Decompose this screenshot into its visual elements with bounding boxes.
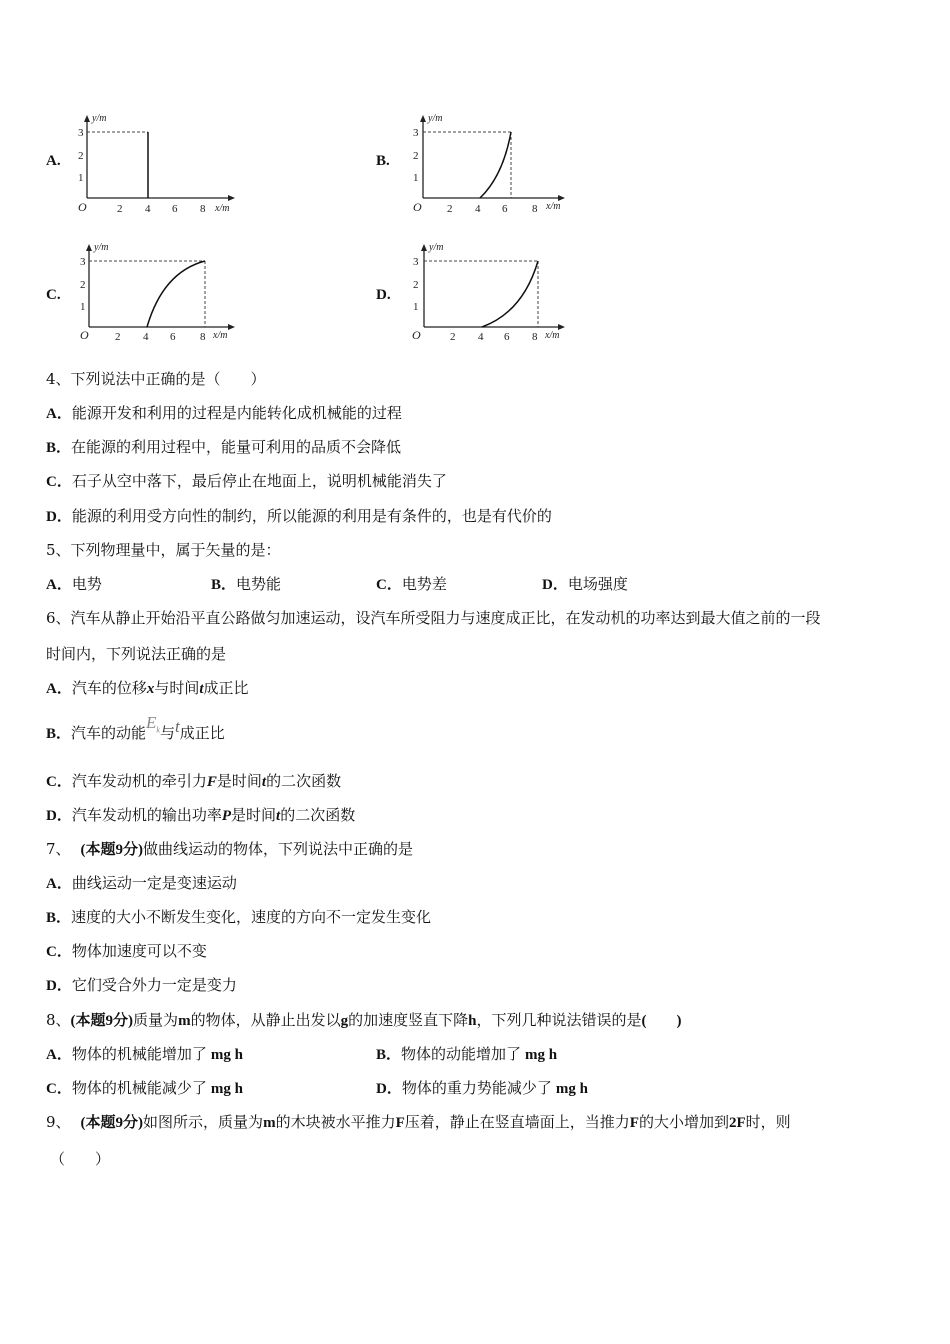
x-axis-label: x/m <box>215 203 230 214</box>
q5-option-c <box>376 575 447 594</box>
q8-option-b <box>376 1045 557 1064</box>
x-tick: 2 <box>117 203 123 215</box>
q6-b-label: B． <box>46 726 72 742</box>
x-tick: 4 <box>478 331 484 343</box>
q6-b-pre: 汽车的动能 <box>71 724 147 742</box>
q5-option-d <box>542 575 628 594</box>
q8-var-h: h <box>468 1013 477 1029</box>
q7-option-c <box>46 942 207 961</box>
x-tick: 2 <box>450 331 456 343</box>
x-tick: 8 <box>200 331 206 343</box>
y-tick: 2 <box>80 279 86 291</box>
q4-c-text: 石子从空中落下，最后停止在地面上，说明机械能消失了 <box>71 472 447 490</box>
q8-b-val: mg h <box>525 1047 558 1063</box>
y-tick: 1 <box>78 172 84 184</box>
q5-option-b <box>211 575 281 594</box>
q6-option-d <box>46 806 355 825</box>
q6-c-mid: 是时间 <box>216 772 262 790</box>
y-tick: 1 <box>413 301 419 313</box>
q8-c-label: C． <box>46 1081 72 1097</box>
q8-s3: 的加速度竖直下降 <box>348 1011 469 1029</box>
q6-c-post: 的二次函数 <box>266 772 342 790</box>
q7-stem-text: 做曲线运动的物体，下列说法中正确的是 <box>143 840 414 858</box>
q5-d-text: 电场强度 <box>567 575 628 593</box>
q7-a-text: 曲线运动一定是变速运动 <box>71 874 237 892</box>
y-tick: 1 <box>413 172 419 184</box>
q6-c-pre: 汽车发动机的牵引力 <box>71 772 207 790</box>
q7-option-b <box>46 908 431 927</box>
q5-c-label: C． <box>376 577 402 593</box>
q4-a-text: 能源开发和利用的过程是内能转化成机械能的过程 <box>71 404 402 422</box>
origin-label: O <box>80 328 89 342</box>
q9-var-f: F <box>395 1115 405 1131</box>
q6-c-label: C． <box>46 774 72 790</box>
q7-option-a <box>46 874 237 893</box>
graph-a <box>75 108 245 218</box>
option-a-label: A. <box>46 153 61 169</box>
q8-option-a <box>46 1045 243 1064</box>
x-tick: 4 <box>143 331 149 343</box>
q7-score: (本题9分) <box>80 842 144 858</box>
q8-b-label: B． <box>376 1047 402 1063</box>
x-tick: 8 <box>200 203 206 215</box>
q8-option-c <box>46 1079 243 1098</box>
q6-a-var-t: t <box>199 681 204 697</box>
option-d-label: D. <box>376 287 391 303</box>
q9-var-f2: F <box>629 1115 639 1131</box>
q9-s1: 如图所示，质量为 <box>143 1113 264 1131</box>
q7-a-label: A． <box>46 876 72 892</box>
q8-s1: 质量为 <box>133 1011 179 1029</box>
q8-c-text: 物体的机械能减少了 <box>71 1079 207 1097</box>
q7-b-label: B． <box>46 910 72 926</box>
q6-option-b <box>46 713 225 749</box>
q5-a-label: A． <box>46 577 72 593</box>
q6-option-c <box>46 772 341 791</box>
q8-number: 8、 <box>46 1011 71 1029</box>
q9-s3: 压着，静止在竖直墙面上，当推力 <box>404 1113 630 1131</box>
y-tick: 1 <box>80 301 86 313</box>
q6-c-var-f: F <box>206 774 217 790</box>
q6-d-var-t: t <box>276 808 281 824</box>
q6-b-mid: 与 <box>159 724 175 742</box>
q6-b-e: E <box>146 713 157 732</box>
graph-b <box>405 108 575 218</box>
q6-option-a <box>46 679 249 698</box>
q4-option-d <box>46 507 552 526</box>
y-axis-label: y/m <box>92 113 107 124</box>
q7-b-text: 速度的大小不断发生变化，速度的方向不一定发生变化 <box>71 908 432 926</box>
q5-b-label: B． <box>211 577 237 593</box>
q6-b-var-t: t <box>175 717 180 736</box>
q7-c-text: 物体加速度可以不变 <box>71 942 207 960</box>
q6-d-pre: 汽车发动机的输出功率 <box>71 806 222 824</box>
x-tick: 2 <box>447 203 453 215</box>
q9-var-m: m <box>263 1115 276 1131</box>
q6-a-post: 成正比 <box>203 679 249 697</box>
x-tick: 2 <box>115 331 121 343</box>
q9-stem <box>46 1113 791 1132</box>
x-tick: 6 <box>170 331 176 343</box>
q8-var-g: g <box>340 1013 349 1029</box>
origin-label: O <box>412 328 421 342</box>
q5-option-a <box>46 575 102 594</box>
q7-c-label: C． <box>46 944 72 960</box>
x-tick: 6 <box>504 331 510 343</box>
q6-d-mid: 是时间 <box>231 806 277 824</box>
q8-d-label: D． <box>376 1081 402 1097</box>
q9-var-2f: 2F <box>728 1115 746 1131</box>
q8-s2: 的物体，从静止出发以 <box>190 1011 341 1029</box>
graph-b-curve <box>480 132 511 198</box>
q8-b-text: 物体的动能增加了 <box>401 1045 522 1063</box>
q7-number: 7、 <box>46 840 71 858</box>
q6-a-pre: 汽车的位移 <box>71 679 147 697</box>
origin-label: O <box>413 200 422 214</box>
y-tick: 2 <box>413 279 419 291</box>
q6-stem-line2: 时间内，下列说法正确的是 <box>46 645 227 663</box>
q8-answer-paren: ( ) <box>641 1013 682 1029</box>
q6-d-var-p: P <box>221 808 232 824</box>
graph-d-curve <box>482 261 538 327</box>
y-axis-label: y/m <box>94 242 109 253</box>
q7-d-text: 它们受合外力一定是变力 <box>71 976 237 994</box>
q5-stem: 5、下列物理量中，属于矢量的是： <box>46 541 281 559</box>
q6-b-ek-symbol <box>146 713 160 735</box>
q9-answer-paren: （ ） <box>50 1150 111 1168</box>
x-tick: 6 <box>502 203 508 215</box>
q7-stem <box>46 840 413 859</box>
q4-b-label: B． <box>46 440 72 456</box>
q9-s5: 时，则 <box>745 1113 791 1131</box>
q6-c-var-t: t <box>261 774 267 790</box>
x-tick: 4 <box>145 203 151 215</box>
y-axis-label: y/m <box>428 113 443 124</box>
y-tick: 3 <box>80 256 86 268</box>
q8-d-text: 物体的重力势能减少了 <box>401 1079 552 1097</box>
q6-a-label: A． <box>46 681 72 697</box>
q4-option-a <box>46 404 402 423</box>
q8-var-m: m <box>178 1013 191 1029</box>
q8-d-val: mg h <box>555 1081 588 1097</box>
q4-option-b <box>46 438 401 457</box>
option-c-label: C. <box>46 287 61 303</box>
q8-a-label: A． <box>46 1047 72 1063</box>
q8-stem <box>46 1011 681 1030</box>
q5-b-text: 电势能 <box>236 575 282 593</box>
q6-b-k: k <box>156 725 160 735</box>
q6-d-label: D． <box>46 808 72 824</box>
x-tick: 8 <box>532 331 538 343</box>
q4-d-label: D． <box>46 509 72 525</box>
q6-a-mid: 与时间 <box>154 679 200 697</box>
q5-a-text: 电势 <box>71 575 102 593</box>
q5-c-text: 电势差 <box>401 575 447 593</box>
q8-a-val: mg h <box>210 1047 243 1063</box>
y-axis-label: y/m <box>429 242 444 253</box>
x-tick: 4 <box>475 203 481 215</box>
q8-c-val: mg h <box>210 1081 243 1097</box>
y-tick: 3 <box>413 127 419 139</box>
x-tick: 6 <box>172 203 178 215</box>
q4-stem: 4、下列说法中正确的是（ ） <box>46 370 266 388</box>
q6-a-var-x: x <box>146 681 155 697</box>
q9-score: (本题9分) <box>80 1115 144 1131</box>
y-tick: 2 <box>413 150 419 162</box>
q4-b-text: 在能源的利用过程中，能量可利用的品质不会降低 <box>71 438 402 456</box>
q6-b-post: 成正比 <box>179 724 225 742</box>
q9-s2: 的木块被水平推力 <box>275 1113 396 1131</box>
q8-score: (本题9分) <box>70 1013 134 1029</box>
q8-option-d <box>376 1079 588 1098</box>
q4-a-label: A． <box>46 406 72 422</box>
q8-a-text: 物体的机械能增加了 <box>71 1045 207 1063</box>
x-axis-label: x/m <box>545 330 560 341</box>
x-tick: 8 <box>532 203 538 215</box>
graph-c <box>75 238 245 348</box>
x-axis-label: x/m <box>546 201 561 212</box>
graph-d <box>405 238 575 348</box>
q4-c-label: C． <box>46 474 72 490</box>
q4-option-c <box>46 472 447 491</box>
option-b-label: B. <box>376 153 390 169</box>
q9-s4: 的大小增加到 <box>638 1113 729 1131</box>
y-tick: 3 <box>413 256 419 268</box>
graph-c-curve <box>147 261 205 327</box>
q5-d-label: D． <box>542 577 568 593</box>
q6-stem-line1: 6、汽车从静止开始沿平直公路做匀加速运动，设汽车所受阻力与速度成正比，在发动机的功率达到最大值之前的一段 <box>46 609 821 627</box>
q6-d-post: 的二次函数 <box>280 806 356 824</box>
q7-d-label: D． <box>46 978 72 994</box>
q4-d-text: 能源的利用受方向性的制约，所以能源的利用是有条件的，也是有代价的 <box>71 507 552 525</box>
q9-number: 9、 <box>46 1113 71 1131</box>
origin-label: O <box>78 200 87 214</box>
q7-option-d <box>46 976 237 995</box>
x-axis-label: x/m <box>213 330 228 341</box>
y-tick: 3 <box>78 127 84 139</box>
y-tick: 2 <box>78 150 84 162</box>
q8-s4: ，下列几种说法错误的是 <box>476 1011 642 1029</box>
